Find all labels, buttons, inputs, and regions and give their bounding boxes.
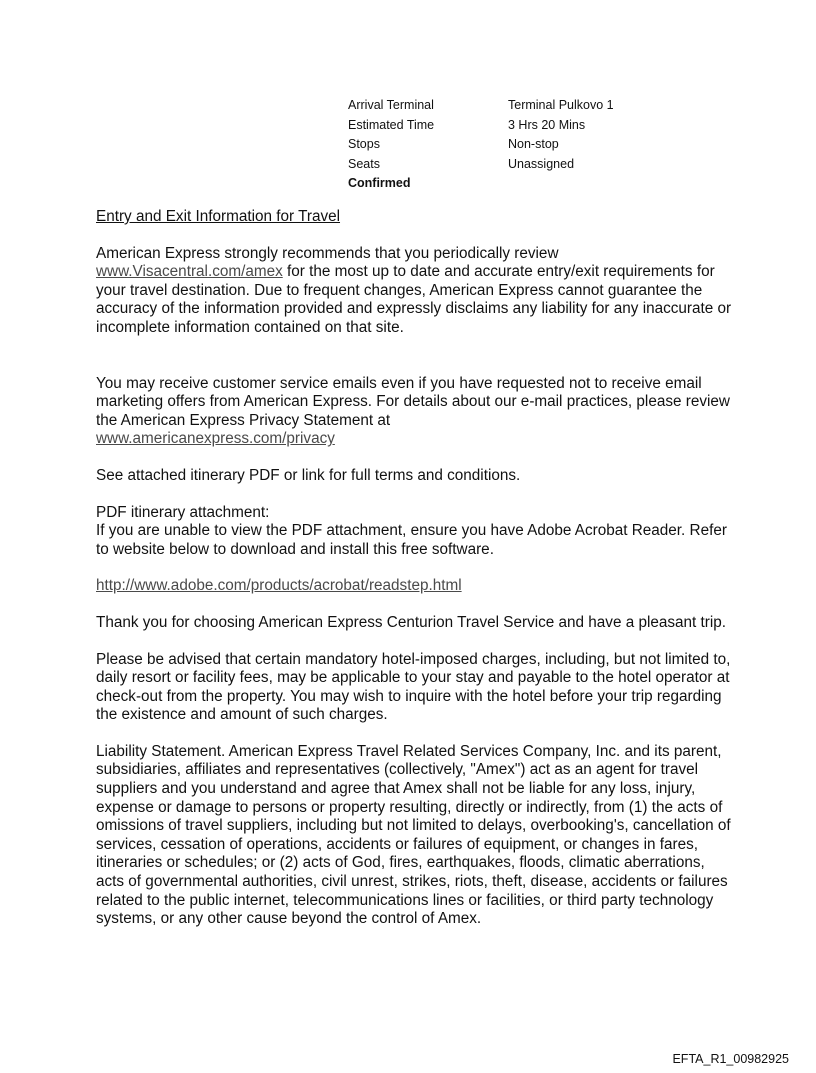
liability-statement: Liability Statement. American Express Travel Related Services Company, Inc. and its parent, subsidiaries, affiliates and representatives (collectively, "Amex") act as an agent for travel suppliers and you understand and agree that Amex shall not be liable for any loss, injury, expense or damage to persons or property resulting, directly or indirectly, from (1) the acts of omissions of travel suppliers, including but not limited to delays, overbooking's, cancellation of services, cessation of operations, accidents or failures of equipment, or changes in fares, itineraries or schedules; or (2) acts of God, fires, earthquakes, floods, climatic aberrations, acts of governmental authorities, civil unrest, strikes, riots, theft, disease, accidents or failures related to the public internet, telecommunications lines or facilities, or third party technology systems, or any other cause beyond the control of Amex. (96, 742, 731, 928)
booking-status: Confirmed (348, 176, 411, 190)
arrival-terminal-label: Arrival Terminal (348, 98, 434, 112)
stops-label: Stops (348, 137, 380, 151)
arrival-terminal-value: Terminal Pulkovo 1 (508, 98, 614, 112)
document-body (96, 208, 736, 929)
terms-note: See attached itinerary PDF or link for full terms and conditions. (96, 466, 521, 484)
flight-detail-row (348, 116, 668, 136)
flight-detail-row (348, 155, 668, 175)
privacy-link[interactable]: www.americanexpress.com/privacy (96, 430, 335, 448)
pdf-attachment-heading: PDF itinerary attachment: (96, 503, 270, 521)
document-id: EFTA_R1_00982925 (672, 1052, 789, 1066)
visacentral-link[interactable]: www.Visacentral.com/amex (96, 263, 283, 281)
seats-value: Unassigned (508, 156, 575, 171)
estimated-time-value: 3 Hrs 20 Mins (508, 117, 586, 132)
privacy-link-line (96, 430, 736, 449)
estimated-time-label: Estimated Time (348, 117, 435, 132)
adobe-link-line (96, 577, 736, 596)
entry-exit-heading: Entry and Exit Information for Travel (96, 208, 341, 225)
entry-exit-text-end: for the most up to date and accurate entry/exit requirements for your travel destination. Due to frequent changes, American Express cannot guarantee the accuracy of the information provided and expressly disclaims any liability for any inaccurate or incomplete information contained on that site. (96, 263, 732, 336)
pdf-attachment-text: If you are unable to view the PDF attachment, ensure you have Adobe Acrobat Reader. Refer to website below to download and install this free software. (96, 522, 727, 558)
hotel-charges-notice: Please be advised that certain mandatory hotel-imposed charges, including, but not limited to, daily resort or facility fees, may be applicable to your stay and payable to the hotel operator at check-out from the property. You may wish to inquire with the hotel before your trip regarding the existence and amount of such charges. (96, 650, 731, 724)
flight-details-table (348, 96, 668, 194)
flight-status-row (348, 174, 668, 194)
thank-you-message: Thank you for choosing American Express Centurion Travel Service and have a pleasant trip. (96, 613, 727, 631)
privacy-paragraph: You may receive customer service emails even if you have requested not to receive email marketing offers from American Express. For details about our e-mail practices, please review the American Express Privacy Statement at (96, 374, 730, 429)
entry-exit-text-start: American Express strongly recommends that you periodically review (96, 244, 559, 262)
flight-detail-row (348, 96, 668, 116)
flight-detail-row (348, 135, 668, 155)
adobe-download-link[interactable]: http://www.adobe.com/products/acrobat/readstep.html (96, 577, 462, 595)
stops-value: Non-stop (508, 137, 559, 151)
seats-label: Seats (348, 156, 380, 171)
entry-exit-paragraph (96, 245, 736, 338)
